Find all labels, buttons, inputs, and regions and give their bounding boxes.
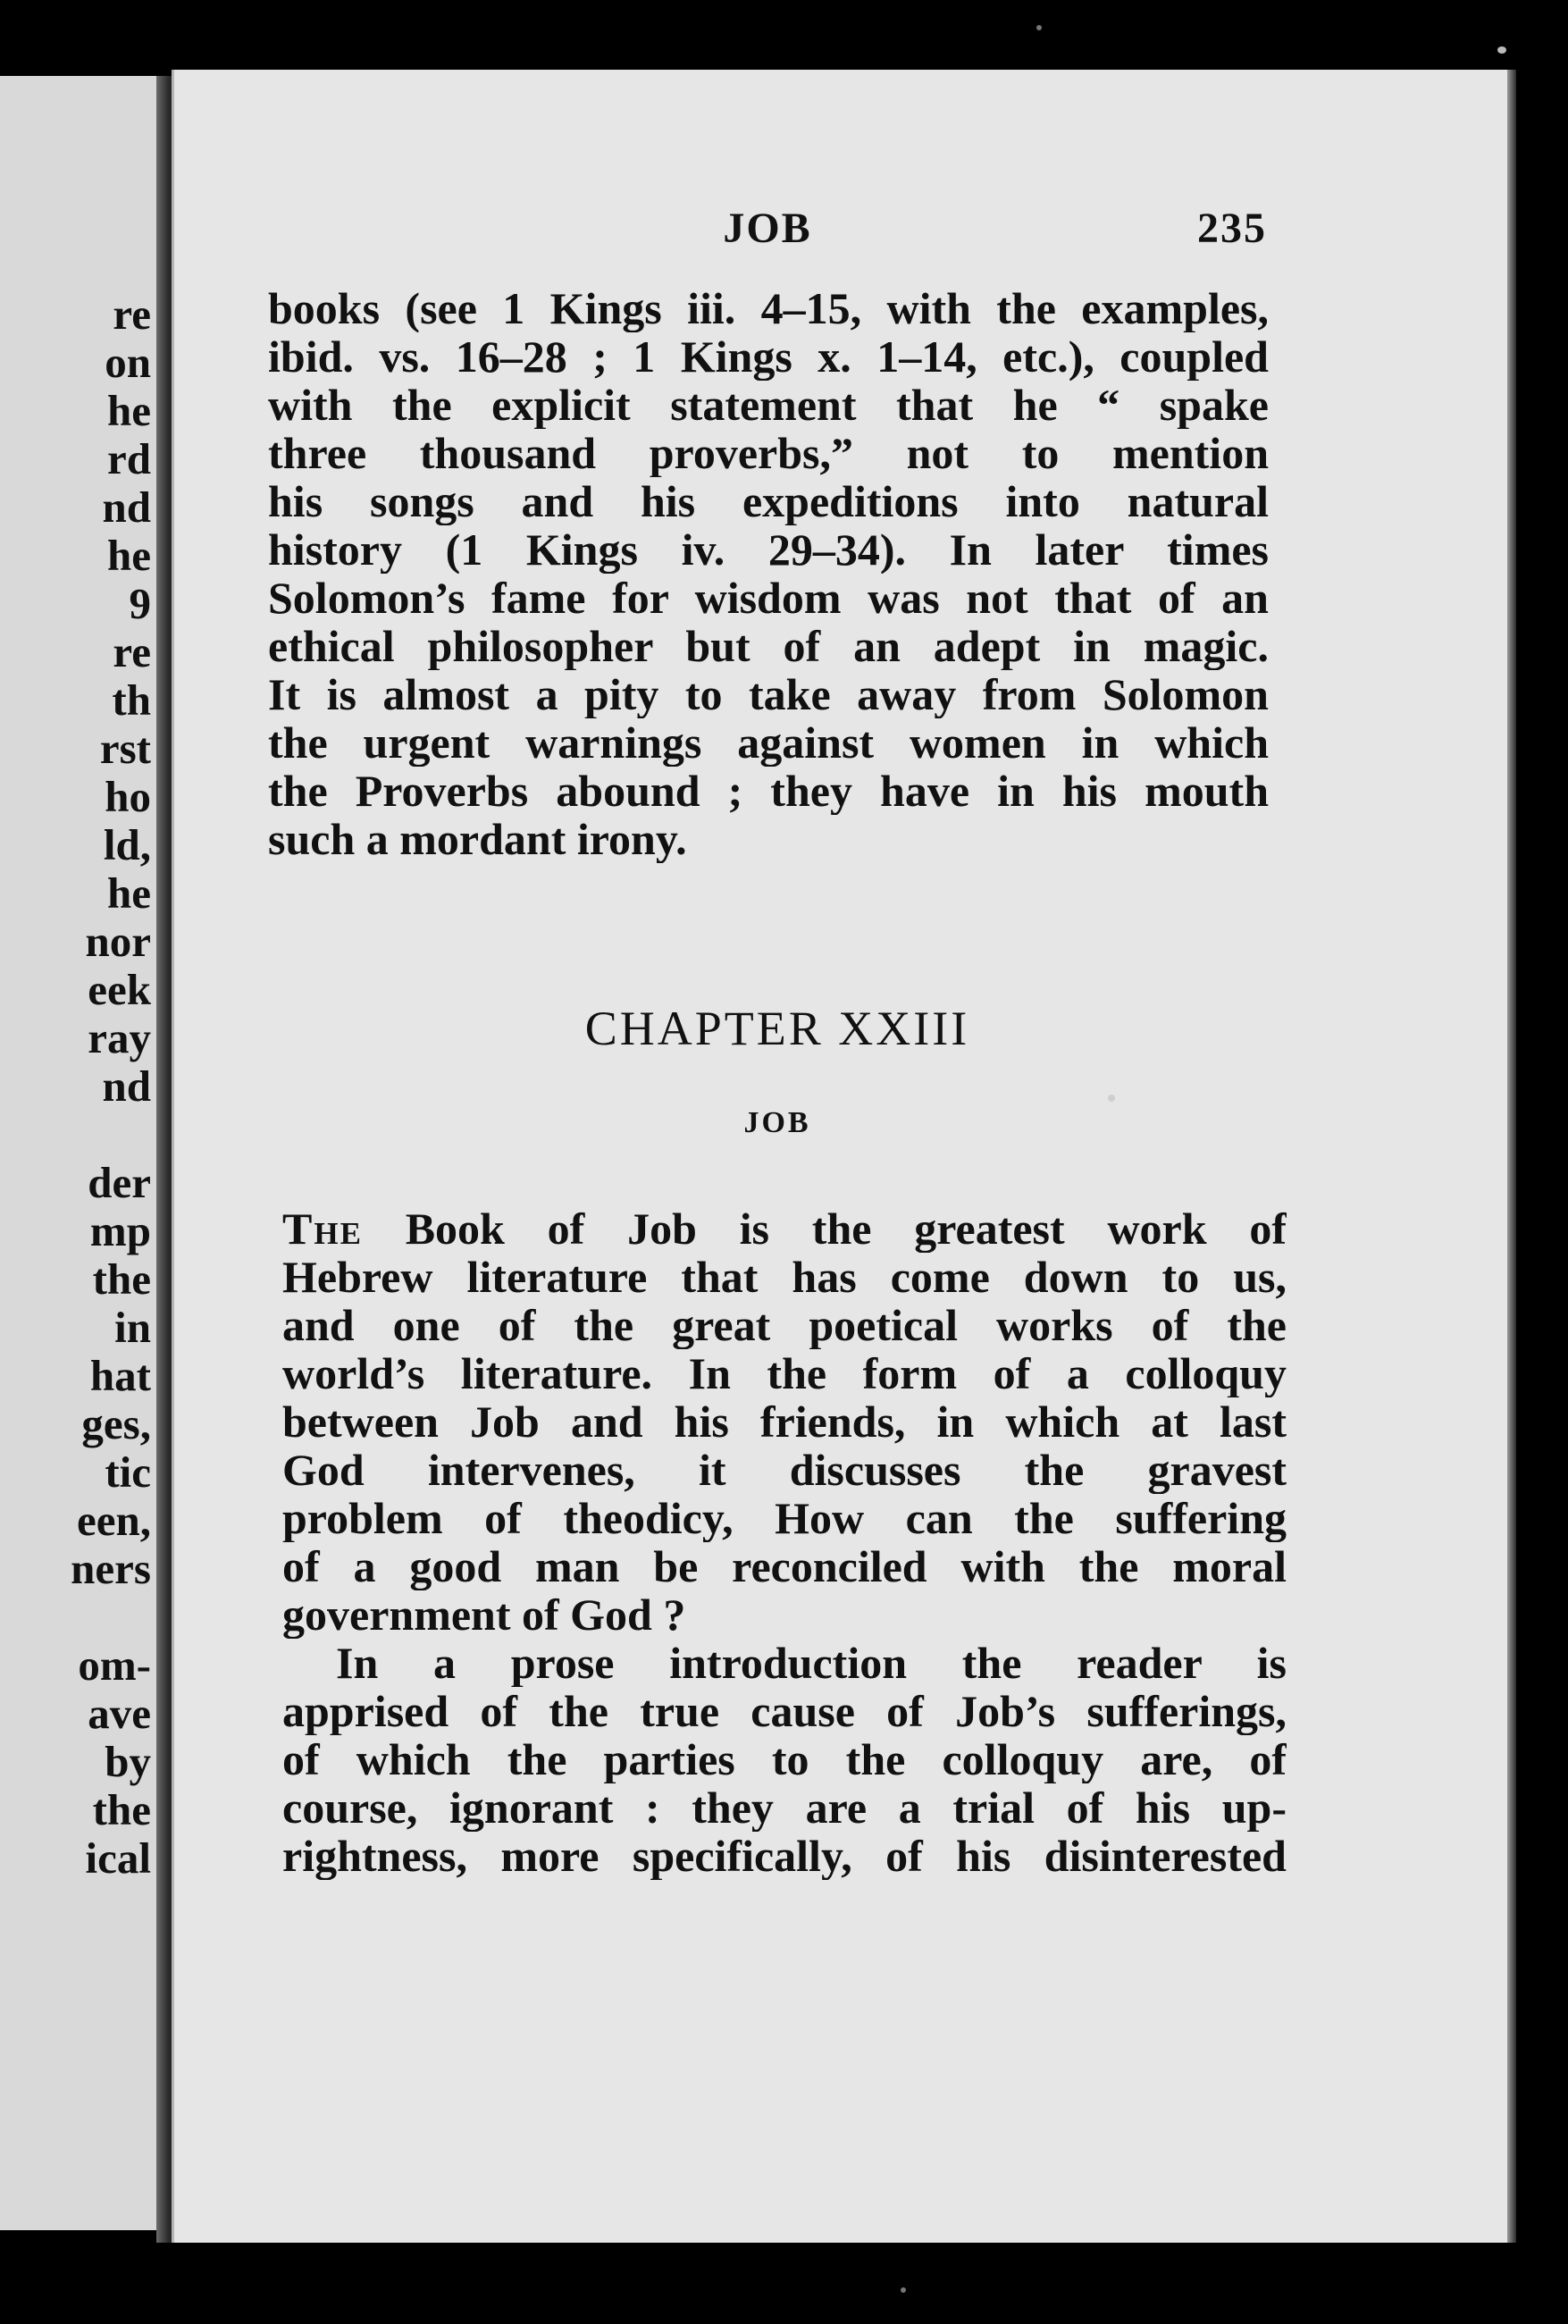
text-line: of which the parties to the colloquy are, of — [282, 1735, 1287, 1783]
text-line: books (see 1 Kings iii. 4–15, with the examples, — [268, 284, 1269, 332]
facing-page-word: nd — [102, 482, 151, 532]
facing-page-word: th — [112, 675, 151, 725]
scan-speck — [1108, 1095, 1115, 1102]
text-line: apprised of the true cause of Job’s sufferings, — [282, 1687, 1287, 1735]
facing-page-word: hat — [89, 1351, 151, 1400]
facing-page-word: eek — [88, 965, 151, 1014]
text-line: and one of the great poetical works of the — [282, 1301, 1287, 1349]
text-line-opening — [282, 1204, 1287, 1253]
facing-page-word: ical — [85, 1833, 151, 1883]
text-line: government of God ? — [282, 1590, 686, 1639]
facing-page-word: the — [92, 1254, 151, 1304]
text-line: Solomon’s fame for wisdom was not that of an — [268, 574, 1269, 622]
facing-page-word: ho — [105, 772, 151, 821]
text-line: Hebrew literature that has come down to us, — [282, 1253, 1287, 1301]
facing-page-word: in — [114, 1303, 151, 1352]
scan-speck — [1497, 46, 1506, 54]
text-line: of a good man be reconciled with the moral — [282, 1542, 1287, 1590]
text-line: course, ignorant : they are a trial of his up- — [282, 1783, 1287, 1832]
text-line: history (1 Kings iv. 29–34). In later times — [268, 525, 1269, 574]
facing-page-word: re — [113, 627, 151, 676]
text-line: ethical philosopher but of an adept in magic. — [268, 622, 1269, 670]
facing-page-word: der — [88, 1158, 151, 1207]
chapter-subtitle: JOB — [743, 1106, 811, 1139]
text-line: the urgent warnings against women in which — [268, 718, 1269, 767]
facing-page-word: ray — [88, 1013, 151, 1062]
facing-page-word: nor — [85, 917, 151, 966]
opening-line-text: Book of Job is the greatest work of — [362, 1204, 1287, 1253]
facing-page-word: he — [107, 531, 151, 580]
facing-page-word: ave — [88, 1689, 151, 1738]
facing-page-word: he — [107, 386, 151, 435]
facing-page-word: on — [105, 338, 151, 387]
text-line: between Job and his friends, in which at last — [282, 1397, 1287, 1446]
facing-page-fragment — [0, 76, 156, 2230]
text-line: with the explicit statement that he “ spake — [268, 381, 1269, 429]
page-edge — [1507, 70, 1516, 2250]
scan-speck — [1036, 25, 1042, 30]
lead-word: The — [282, 1204, 363, 1253]
chapter-heading: CHAPTER XXIII — [584, 1002, 970, 1055]
text-line: the Proverbs abound ; they have in his mouth — [268, 767, 1269, 815]
facing-page-word: ges, — [81, 1399, 151, 1448]
facing-page-word: the — [92, 1785, 151, 1834]
paragraph-continued — [268, 284, 1269, 863]
facing-page-word: rst — [99, 724, 151, 773]
facing-page-word: ners — [71, 1544, 151, 1593]
chapter-body — [282, 1204, 1287, 1880]
facing-page-word: een, — [77, 1496, 151, 1545]
page-number: 235 — [1197, 205, 1267, 252]
facing-page-word: nd — [102, 1061, 151, 1111]
facing-page-word: ld, — [103, 820, 151, 869]
facing-page-word: tic — [105, 1447, 151, 1497]
running-header — [268, 204, 1267, 257]
text-line: It is almost a pity to take away from Solomon — [268, 670, 1269, 718]
facing-page-word: om- — [78, 1640, 151, 1690]
text-line: three thousand proverbs,” not to mention — [268, 429, 1269, 477]
text-line: In a prose introduction the reader is — [336, 1639, 1287, 1687]
text-line: God intervenes, it discusses the gravest — [282, 1446, 1287, 1494]
text-line: world’s literature. In the form of a colloquy — [282, 1349, 1287, 1397]
facing-page-word: 9 — [129, 579, 151, 628]
text-line: such a mordant irony. — [268, 815, 687, 863]
facing-page-word: re — [113, 289, 151, 339]
facing-page-word: he — [107, 868, 151, 918]
text-line: rightness, more specifically, of his disinterested — [282, 1832, 1287, 1880]
facing-page-word: mp — [89, 1206, 151, 1255]
facing-page-word: rd — [107, 434, 151, 483]
running-title: JOB — [723, 205, 812, 252]
text-line: his songs and his expeditions into natural — [268, 477, 1269, 525]
text-line: problem of theodicy, How can the suffering — [282, 1494, 1287, 1542]
scan-speck — [901, 2287, 906, 2293]
text-line: ibid. vs. 16–28 ; 1 Kings x. 1–14, etc.), coupled — [268, 332, 1269, 381]
scan-border — [0, 2243, 1568, 2324]
facing-page-word: by — [105, 1737, 151, 1786]
